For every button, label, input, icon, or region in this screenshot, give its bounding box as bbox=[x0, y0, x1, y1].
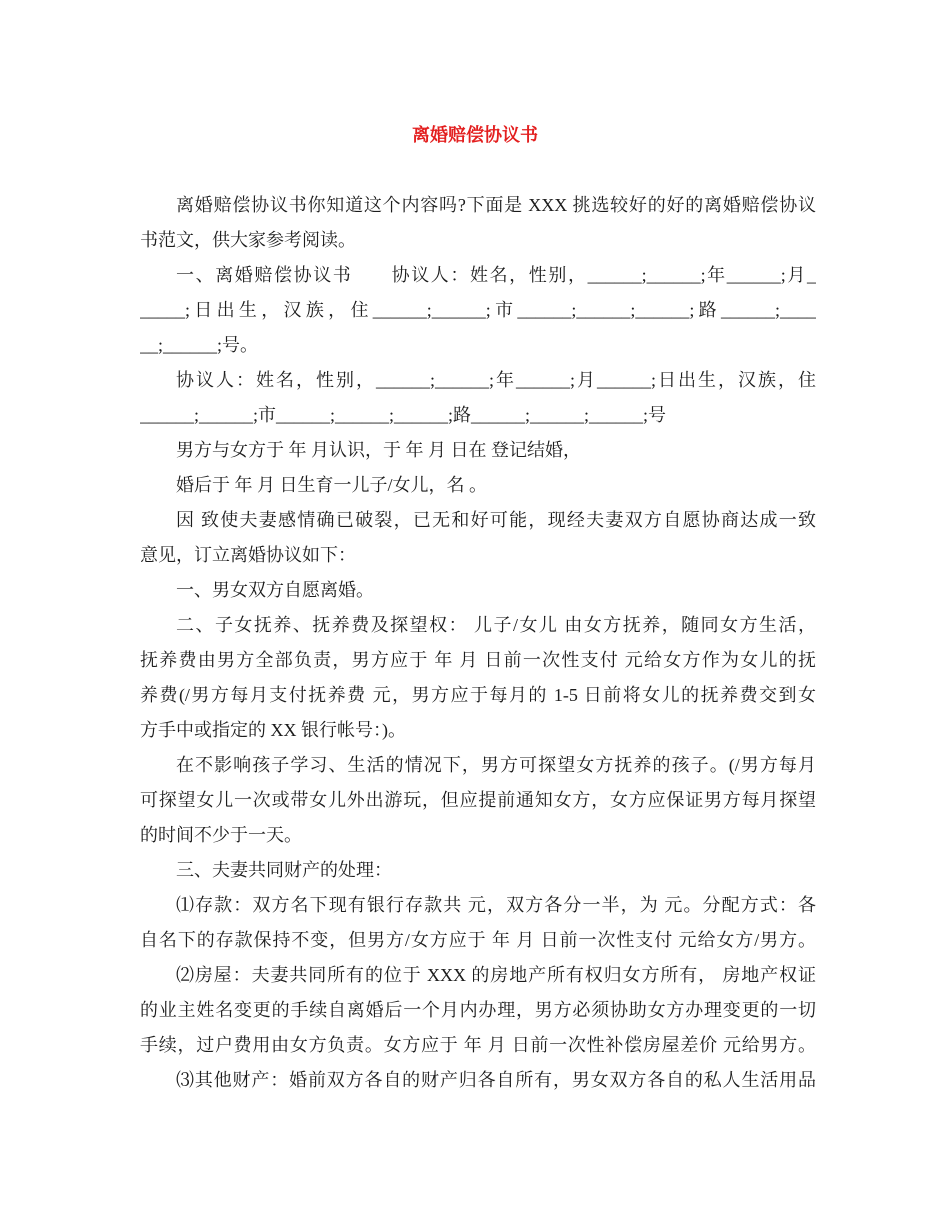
paragraph-deposits bbox=[140, 888, 816, 958]
paragraph-line: ______;______;市______;______;______;路______;______;______;号 bbox=[140, 405, 667, 425]
paragraph-line: ⑵房屋：夫妻共同所有的位于 XXX 的房地产所有权归女方所有， 房地产权证 bbox=[176, 965, 816, 985]
paragraph-line: 一、离婚赔偿协议书 协议人：姓名，性别，______;______;年______;月_ bbox=[176, 265, 816, 285]
paragraph-line: ⑶其他财产：婚前双方各自的财产归各自所有，男女双方各自的私人生活用品 bbox=[176, 1070, 816, 1090]
paragraph-clause-one bbox=[140, 573, 816, 608]
paragraph-line: _____;日出生，汉族，住______;______;市______;______;______;路______;____ bbox=[140, 300, 816, 320]
document-title: 离婚赔偿协议书 bbox=[412, 125, 538, 145]
document-body bbox=[140, 188, 816, 1098]
paragraph-line: 书范文，供大家参考阅读。 bbox=[140, 230, 356, 250]
paragraph-line: ⑴存款：双方名下现有银行存款共 元，双方各分一半，为 元。分配方式：各 bbox=[176, 895, 816, 915]
paragraph-line: 养费(/男方每月支付抚养费 元，男方应于每月的 1-5 日前将女儿的抚养费交到女 bbox=[140, 685, 816, 705]
paragraph-housing bbox=[140, 958, 816, 1063]
paragraph-line: 的时间不少于一天。 bbox=[140, 825, 302, 845]
paragraph-line: 自名下的存款保持不变，但男方/女方应于 年 月 日前一次性支付 元给女方/男方。 bbox=[140, 930, 816, 950]
paragraph-party-two bbox=[140, 363, 816, 433]
paragraph-line: 抚养费由男方全部负责，男方应于 年 月 日前一次性支付 元给女方作为女儿的抚 bbox=[140, 650, 816, 670]
paragraph-line: 男方与女方于 年 月认识，于 年 月 日在 登记结婚， bbox=[176, 440, 581, 460]
paragraph-line: 因 致使夫妻感情确已破裂，已无和好可能，现经夫妻双方自愿协商达成一致 bbox=[176, 510, 816, 530]
paragraph-line: 的业主姓名变更的手续自离婚后一个月内办理，男方必须协助女方办理变更的一切 bbox=[140, 1000, 816, 1020]
paragraph-line: __;______;号。 bbox=[140, 335, 259, 355]
paragraph-line: 一、男女双方自愿离婚。 bbox=[176, 580, 374, 600]
paragraph-party-one bbox=[140, 258, 816, 363]
paragraph-reason bbox=[140, 503, 816, 573]
paragraph-visitation bbox=[140, 748, 816, 853]
paragraph-line: 可探望女儿一次或带女儿外出游玩，但应提前通知女方，女方应保证男方每月探望 bbox=[140, 790, 816, 810]
paragraph-line: 意见，订立离婚协议如下： bbox=[140, 545, 356, 565]
paragraph-child bbox=[140, 468, 816, 503]
paragraph-line: 婚后于 年 月 日生育一儿子/女儿，名 。 bbox=[176, 475, 487, 495]
paragraph-intro bbox=[140, 188, 816, 258]
paragraph-line: 协议人：姓名，性别，______;______;年______;月______;日出生，汉族，住 bbox=[176, 370, 816, 390]
paragraph-line: 方手中或指定的 XX 银行帐号：)。 bbox=[140, 720, 406, 740]
paragraph-clause-two bbox=[140, 608, 816, 748]
paragraph-line: 三、夫妻共同财产的处理： bbox=[176, 860, 392, 880]
paragraph-line: 二、子女抚养、抚养费及探望权： 儿子/女儿 由女方抚养，随同女方生活， bbox=[176, 615, 816, 635]
paragraph-line: 在不影响孩子学习、生活的情况下，男方可探望女方抚养的孩子。(/男方每月 bbox=[176, 755, 816, 775]
paragraph-line: 手续，过户费用由女方负责。女方应于 年 月 日前一次性补偿房屋差价 元给男方。 bbox=[140, 1035, 816, 1055]
paragraph-clause-three bbox=[140, 853, 816, 888]
paragraph-line: 离婚赔偿协议书你知道这个内容吗?下面是 XXX 挑选较好的好的离婚赔偿协议 bbox=[176, 195, 816, 215]
paragraph-marriage bbox=[140, 433, 816, 468]
paragraph-other-property bbox=[140, 1063, 816, 1098]
